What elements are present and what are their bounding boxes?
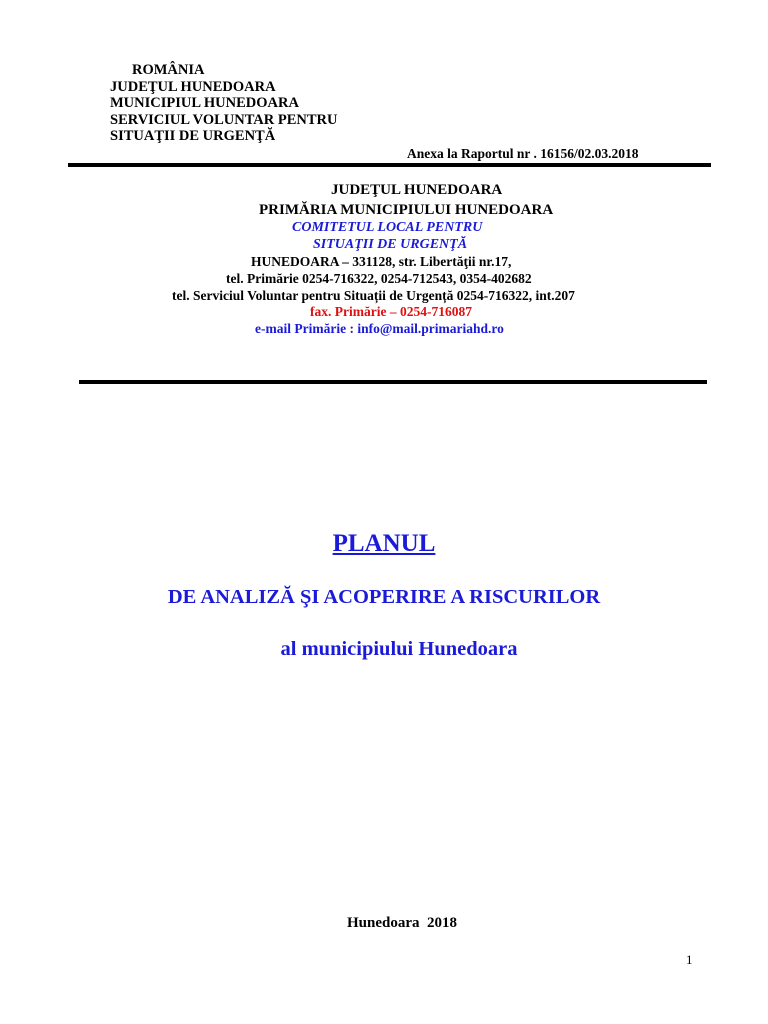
annex-reference: Anexa la Raportul nr . 16156/02.03.2018 <box>407 146 639 161</box>
top-divider <box>68 163 711 167</box>
document-subtitle: DE ANALIZĂ ŞI ACOPERIRE A RISCURILOR <box>167 586 601 608</box>
letterhead-fax: fax. Primărie – 0254-716087 <box>310 304 472 319</box>
document-municipality: al municipiului Hunedoara <box>280 638 518 660</box>
letterhead-phone-svsu: tel. Serviciul Voluntar pentru Situații de Urgență 0254-716322, int.207 <box>172 288 575 303</box>
service-name-line2: SITUAŢII DE URGENŢĂ <box>110 128 276 144</box>
letterhead-address: HUNEDOARA – 331128, str. Libertăţii nr.17, <box>251 254 512 269</box>
letterhead-email: e-mail Primărie : info@mail.primariahd.ro <box>255 321 504 336</box>
county-name: JUDEŢUL HUNEDOARA <box>110 78 276 95</box>
issuer-header <box>110 62 337 145</box>
municipality-name: MUNICIPIUL HUNEDOARA <box>110 95 299 111</box>
letterhead-emergency: SITUAŢII DE URGENŢĂ <box>313 237 468 252</box>
letterhead-committee: COMITETUL LOCAL PENTRU <box>292 220 483 235</box>
country-name: ROMÂNIA <box>132 62 205 78</box>
middle-divider <box>79 380 707 384</box>
document-title: PLANUL <box>332 530 436 557</box>
service-name-line1: SERVICIUL VOLUNTAR PENTRU <box>110 111 338 128</box>
letterhead-county: JUDEŢUL HUNEDOARA <box>331 182 503 198</box>
letterhead-phone-primarie: tel. Primărie 0254-716322, 0254-712543, 0354-402682 <box>226 271 532 286</box>
place-and-year: Hunedoara 2018 <box>346 915 457 931</box>
letterhead-primaria: PRIMĂRIA MUNICIPIULUI HUNEDOARA <box>259 202 554 218</box>
page-number: 1 <box>686 952 693 967</box>
